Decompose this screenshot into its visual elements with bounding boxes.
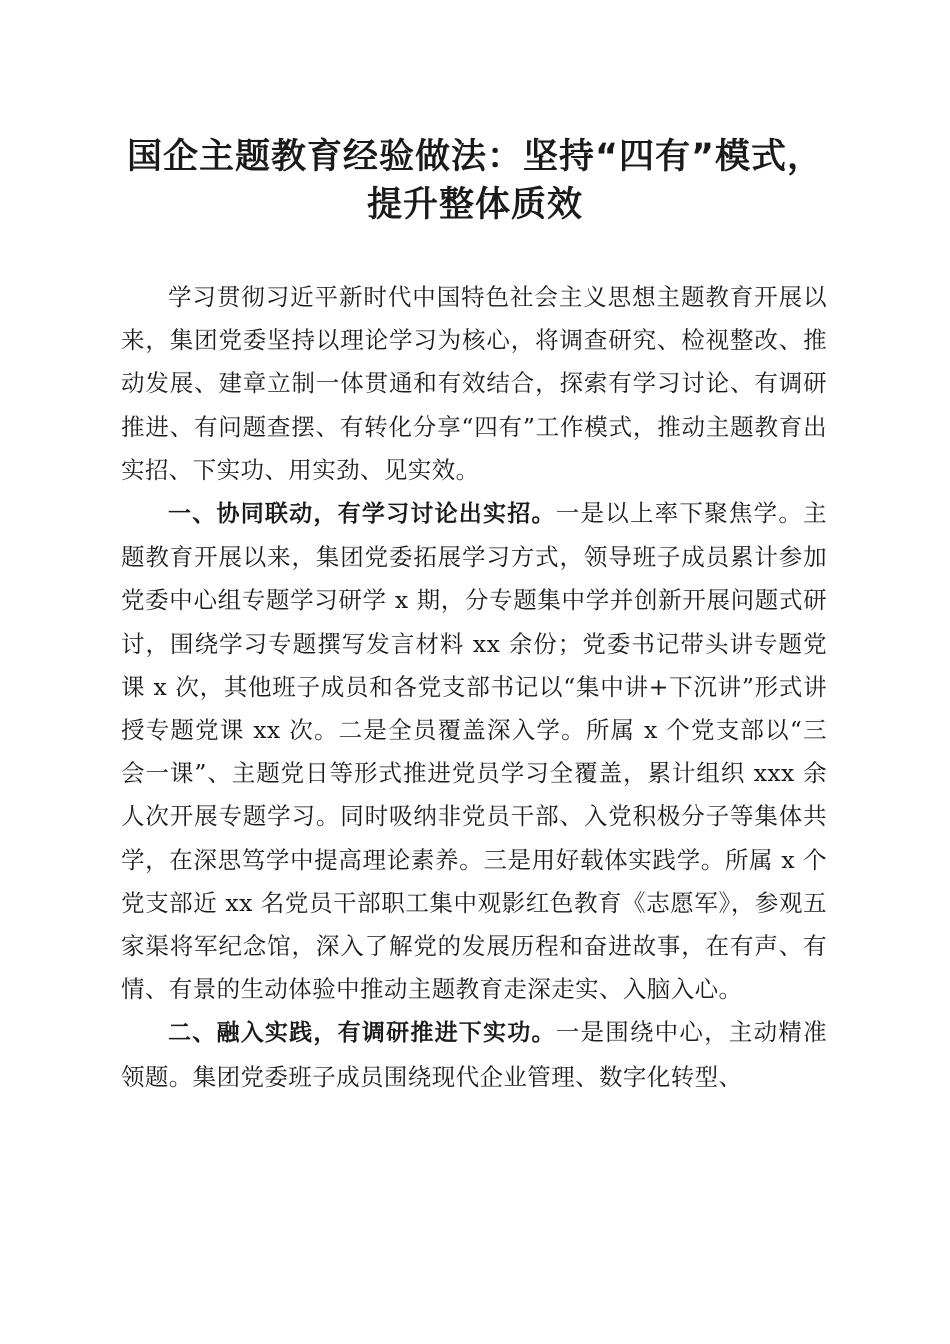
title-line-1: 国企主题教育经验做法：坚持“四有”模式， (126, 137, 823, 177)
section-2-heading: 二、融入实践，有调研推进下实功。 (168, 1020, 556, 1047)
title-line-2: 提升整体质效 (366, 185, 583, 225)
document-body (121, 276, 827, 1099)
document-title (100, 133, 850, 229)
section-1-paragraph (121, 492, 827, 1011)
section-1-heading: 一、协同联动，有学习讨论出实招。 (168, 501, 556, 528)
section-2-text: 一是围绕中心，主动精准领题。集团党委班子成员围绕现代企业管理、数字化转型、 (121, 1018, 827, 1091)
section-1-text: 一是以上率下聚焦学。主题教育开展以来，集团党委拓展学习方式，领导班子成员累计参加党委中心组专题学习研学 x 期，分专题集中学并创新开展问题式研讨，围绕学习专题撰写发言材料 xx 余份；党委书记带头讲专题党课 x 次，其他班子成员和各党支部书记以“集中讲+下沉讲”形式讲授专题党课 xx 次。二是全员覆盖深入学。所属 x 个党支部以“三会一课”、主题党日等形式推进党员学习全覆盖，累计组织 xxx 余人次开展专题学习。同时吸纳非党员干部、入党积极分子等集体共学，在深思笃学中提高理论素养。三是用好载体实践学。所属 x 个党支部近 xx 名党员干部职工集中观影红色教育《志愿军》，参观五家渠将军纪念馆，深入了解党的发展历程和奋进故事，在有声、有情、有景的生动体验中推动主题教育走深走实、入脑入心。 (121, 499, 827, 1004)
intro-text: 学习贯彻习近平新时代中国特色社会主义思想主题教育开展以来，集团党委坚持以理论学习为核心，将调查研究、检视整改、推动发展、建章立制一体贯通和有效结合，探索有学习讨论、有调研推进、有问题查摆、有转化分享“四有”工作模式，推动主题教育出实招、下实功、用实劲、见实效。 (121, 283, 827, 484)
section-2-paragraph (121, 1011, 827, 1098)
intro-paragraph (121, 276, 827, 492)
